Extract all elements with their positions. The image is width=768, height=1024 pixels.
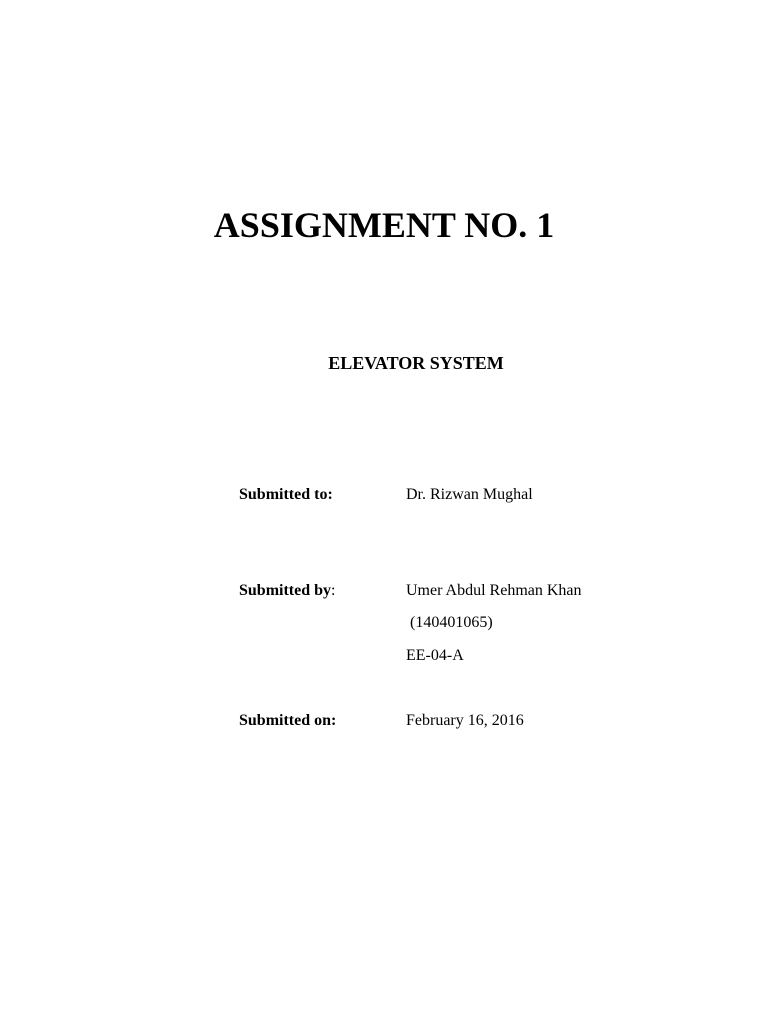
submitted-on-label: Submitted on:	[239, 712, 337, 729]
document-subtitle: ELEVATOR SYSTEM	[328, 353, 504, 373]
submitted-on-value: February 16, 2016	[406, 712, 524, 729]
submitted-to-value: Dr. Rizwan Mughal	[406, 486, 533, 503]
submitted-by-roll-number: (140401065)	[410, 614, 493, 631]
submitted-to-label: Submitted to:	[239, 486, 333, 503]
document-title: ASSIGNMENT NO. 1	[213, 205, 555, 245]
submitted-by-label	[239, 581, 335, 601]
submitted-by-colon: :	[331, 582, 336, 599]
submitted-by-name: Umer Abdul Rehman Khan	[406, 582, 582, 599]
submitted-by-label-text: Submitted by	[239, 582, 332, 599]
submitted-by-section: EE-04-A	[406, 647, 464, 664]
